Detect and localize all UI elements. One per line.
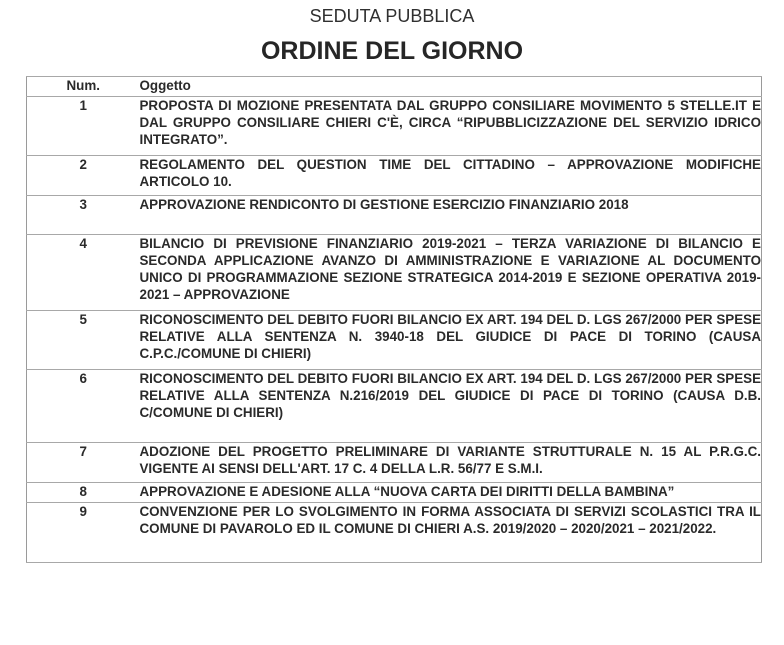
- agenda-table: [26, 76, 762, 563]
- item-subject: PROPOSTA DI MOZIONE PRESENTATA DAL GRUPPO CONSILIARE MOVIMENTO 5 STELLE.IT E DAL GRUPPO CONSILIARE CHIERI C'È, CIRCA “RIPUBBLICIZZAZIONE DEL SERVIZIO IDRICO INTEGRATO”.: [140, 97, 762, 156]
- item-subject: RICONOSCIMENTO DEL DEBITO FUORI BILANCIO EX ART. 194 DEL D. LGS 267/2000 PER SPESE RELATIVE ALLA SENTENZA N.216/2019 DEL GIUDICE DI PACE DI TORINO (CAUSA D.B. C/COMUNE DI CHIERI): [140, 370, 762, 443]
- item-subject: REGOLAMENTO DEL QUESTION TIME DEL CITTADINO – APPROVAZIONE MODIFICHE ARTICOLO 10.: [140, 156, 762, 196]
- item-number: 4: [27, 235, 140, 311]
- table-row: [27, 97, 762, 156]
- item-number: 8: [27, 483, 140, 503]
- item-subject: BILANCIO DI PREVISIONE FINANZIARIO 2019-2021 – TERZA VARIAZIONE DI BILANCIO E SECONDA APPLICAZIONE AVANZO DI AMMINISTRAZIONE E VARIAZIONE AL DOCUMENTO UNICO DI PROGRAMMAZIONE SEZIONE STRATEGICA 2014-2019 E SEZIONE OPERATIVA 2019-2021 – APPROVAZIONE: [140, 235, 762, 311]
- table-row: [27, 443, 762, 483]
- page-title: ORDINE DEL GIORNO: [260, 37, 524, 65]
- item-subject: CONVENZIONE PER LO SVOLGIMENTO IN FORMA ASSOCIATA DI SERVIZI SCOLASTICI TRA IL COMUNE DI PAVAROLO ED IL COMUNE DI CHIERI A.S. 2019/2020 – 2020/2021 – 2021/2022.: [140, 503, 762, 563]
- item-number: 9: [27, 503, 140, 563]
- session-subtitle: SEDUTA PUBBLICA: [309, 6, 475, 26]
- item-subject: APPROVAZIONE E ADESIONE ALLA “NUOVA CARTA DEI DIRITTI DELLA BAMBINA”: [140, 483, 762, 503]
- item-subject: ADOZIONE DEL PROGETTO PRELIMINARE DI VARIANTE STRUTTURALE N. 15 AL P.R.G.C. VIGENTE AI SENSI DELL'ART. 17 C. 4 DELLA L.R. 56/77 E S.M.I.: [140, 443, 762, 483]
- item-number: 6: [27, 370, 140, 443]
- table-row: [27, 235, 762, 311]
- item-number: 7: [27, 443, 140, 483]
- table-row: [27, 483, 762, 503]
- table-row: [27, 370, 762, 443]
- item-number: 5: [27, 311, 140, 370]
- table-row: [27, 503, 762, 563]
- table-row: [27, 196, 762, 235]
- item-number: 2: [27, 156, 140, 196]
- item-number: 3: [27, 196, 140, 235]
- item-subject: RICONOSCIMENTO DEL DEBITO FUORI BILANCIO EX ART. 194 DEL D. LGS 267/2000 PER SPESE RELATIVE ALLA SENTENZA N. 3940-18 DEL GIUDICE DI PACE DI TORINO (CAUSA C.P.C./COMUNE DI CHIERI): [140, 311, 762, 370]
- item-number: 1: [27, 97, 140, 156]
- table-row: [27, 311, 762, 370]
- column-header-oggetto: Oggetto: [140, 77, 762, 97]
- item-subject: APPROVAZIONE RENDICONTO DI GESTIONE ESERCIZIO FINANZIARIO 2018: [140, 196, 762, 235]
- table-row: [27, 156, 762, 196]
- table-header-row: [27, 77, 762, 97]
- column-header-num: Num.: [27, 77, 140, 97]
